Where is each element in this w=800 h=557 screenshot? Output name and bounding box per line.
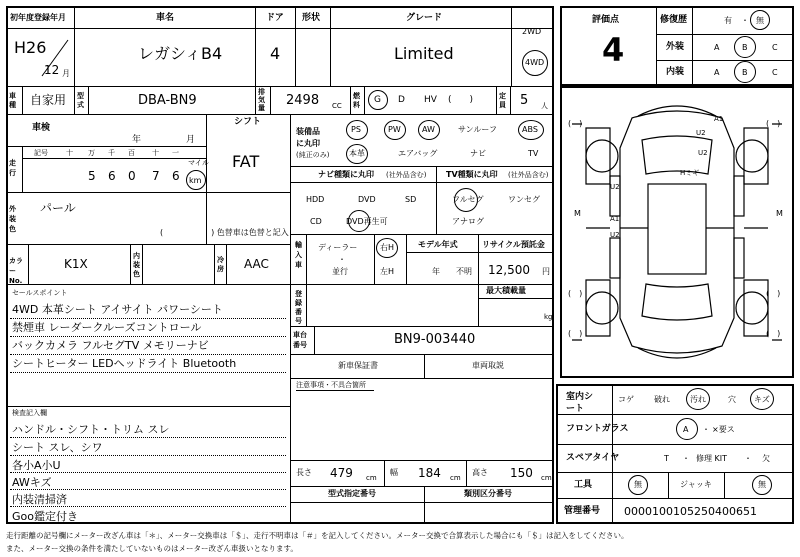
equip-airbag: エアバッグ xyxy=(398,149,438,158)
mileage-digit-5: 6 xyxy=(172,169,180,183)
model-year-unknown: 不明 xyxy=(456,267,472,276)
diag-u2-d: U2 xyxy=(610,231,620,239)
mileage-label: 走行 xyxy=(9,159,16,177)
displacement-value: 2498 xyxy=(286,93,320,108)
door-label: ドア xyxy=(266,13,284,23)
navi-cd: CD xyxy=(310,217,322,226)
capacity-label: 定員 xyxy=(499,92,506,109)
mileage-km: km xyxy=(189,176,202,185)
diag-paren-4: ( ) xyxy=(766,289,781,298)
displacement-label: 排気量 xyxy=(258,88,265,112)
drive-2wd: 2WD xyxy=(522,27,542,36)
model-year-label: モデル年式 xyxy=(418,240,458,249)
registration-label: 登録番号 xyxy=(295,290,302,325)
diag-u2-b: U2 xyxy=(698,149,708,157)
equipment-sub-label: (純正のみ) xyxy=(296,151,330,159)
mileage-digit-2: 6 xyxy=(108,169,116,183)
seat-kizu: キズ xyxy=(754,395,770,404)
fuel-g: G xyxy=(374,95,381,105)
new-car-warranty: 新車保証書 xyxy=(338,361,378,370)
fuel-hv: HV xyxy=(424,95,437,105)
max-load-label: 最大積載量 xyxy=(486,286,526,295)
inspection-label: 車検 xyxy=(32,123,51,133)
drive-4wd: 4WD xyxy=(525,58,545,67)
seat-koge: コゲ xyxy=(618,395,634,404)
sales-points-label: セールスポイント xyxy=(12,289,68,297)
equip-sunroof: サンルーフ xyxy=(458,125,497,134)
first-registration-month: 12 xyxy=(44,63,60,77)
model-type-label: 型式 xyxy=(77,92,84,109)
max-load-unit: kg xyxy=(544,313,553,321)
shape-label: 形状 xyxy=(302,13,321,23)
navi-dvd: DVD xyxy=(358,195,376,204)
car-diagram xyxy=(562,88,792,376)
length-label: 長さ xyxy=(296,468,312,477)
front-glass-label: フロントガラス xyxy=(566,424,629,434)
tv-analog: アナログ xyxy=(452,217,484,226)
width-label: 幅 xyxy=(390,468,398,477)
sales-point-line-1: 4WD 本革シート アイサイト パワーシート xyxy=(12,303,223,316)
width-value: 184 xyxy=(418,466,441,480)
first-registration-label: 初年度登録年月 xyxy=(10,13,66,22)
import-label: 輸入車 xyxy=(295,241,302,269)
equip-aw: AW xyxy=(422,125,435,134)
interior-seat-label: 室内シート xyxy=(566,392,594,414)
tv-oneseg: ワンセグ xyxy=(508,195,540,204)
interior-b: B xyxy=(742,68,748,77)
car-use-value: 自家用 xyxy=(30,93,67,107)
height-label: 高さ xyxy=(472,468,488,477)
ac-label: 冷房 xyxy=(217,256,224,273)
sales-point-line-4: シートヒーター LEDヘッドライト Bluetooth xyxy=(12,357,237,370)
interior-label: 内装 xyxy=(666,67,685,77)
interior-c: C xyxy=(772,68,778,77)
tools-label: 工具 xyxy=(574,480,593,490)
diag-m-2: M xyxy=(776,209,783,218)
exterior-b: B xyxy=(742,43,748,52)
grade-label: グレード xyxy=(406,13,443,23)
grade-value: Limited xyxy=(394,44,454,63)
seat-yabure: 破れ xyxy=(654,395,670,404)
diag-paren-6: ( ) xyxy=(766,329,781,338)
spare-tire-label: スペアタイヤ xyxy=(566,453,620,463)
height-unit: cm xyxy=(541,474,552,482)
tv-type-note: (社外品含む) xyxy=(508,171,549,179)
ac-value: AAC xyxy=(244,257,269,271)
equip-pw: PW xyxy=(388,125,401,134)
spare-dot-2: ・ xyxy=(744,454,752,463)
mileage-ten: 十 xyxy=(152,149,159,157)
vehicle-manual: 車両取説 xyxy=(472,361,504,370)
navi-sd: SD xyxy=(405,195,417,204)
import-left: 左H xyxy=(380,267,395,276)
car-name: レガシィB4 xyxy=(138,44,223,63)
inspector-line-6: Goo鑑定付き xyxy=(12,510,78,523)
repair-dot: ・ xyxy=(741,16,749,25)
mileage-digit-1: 5 xyxy=(88,169,96,183)
diag-a1-b: A1 xyxy=(610,215,620,223)
mileage-man: 万 xyxy=(88,149,95,157)
diag-paren-3: ( ) xyxy=(568,289,583,298)
glass-a: A xyxy=(683,425,689,434)
footer-note-2: また、メーター交換の条件を満たしていないものはメーター改ざん車扱いとなります。 xyxy=(6,544,298,553)
month-unit: 月 xyxy=(62,69,70,78)
jack-none: 無 xyxy=(758,480,766,489)
person-unit: 人 xyxy=(541,102,548,110)
exterior-a: A xyxy=(714,43,720,52)
mileage-mile: マイル xyxy=(188,159,209,167)
fuel-d: D xyxy=(398,95,405,105)
fuel-paren: ( ) xyxy=(448,95,474,105)
diag-hmigi: Hミギ xyxy=(680,169,700,177)
recycle-label: リサイクル預託金 xyxy=(482,240,545,249)
interior-a: A xyxy=(714,68,720,77)
exterior-label: 外装 xyxy=(666,42,685,52)
import-parallel: 並行 xyxy=(332,267,348,276)
chassis-value: BN9-003440 xyxy=(394,332,476,347)
navi-dvd-play: DVD再生可 xyxy=(346,217,388,226)
chassis-label: 車台番号 xyxy=(293,331,307,349)
recycle-value: 12,500 xyxy=(488,263,530,277)
inspection-month: 月 xyxy=(186,135,196,145)
glass-replace: ×要ス xyxy=(712,425,735,434)
mileage-digit-3: 0 xyxy=(128,169,136,183)
diag-m-1: M xyxy=(574,209,581,218)
inspector-line-4: AWキズ xyxy=(12,476,52,489)
exterior-color-value: パール xyxy=(40,201,76,215)
diag-paren-1: ( ) xyxy=(568,119,583,128)
spare-t: T xyxy=(664,454,669,463)
glass-dot: ・ xyxy=(702,425,710,434)
mileage-kigo: 記号 xyxy=(34,149,48,157)
mileage-hyaku: 百 xyxy=(128,149,135,157)
equip-ps: PS xyxy=(351,125,361,134)
seat-ana: 穴 xyxy=(728,395,736,404)
mileage-ichi: 一 xyxy=(172,149,179,157)
spare-missing: 欠 xyxy=(762,454,770,463)
diag-u2-c: U2 xyxy=(610,183,620,191)
inspector-line-2: シート スレ、シワ xyxy=(12,441,103,454)
width-unit: cm xyxy=(450,474,461,482)
cc-unit: CC xyxy=(332,102,342,110)
jack-label: ジャッキ xyxy=(680,480,712,489)
car-name-label: 車名 xyxy=(156,13,175,23)
navi-type-note: (社外品含む) xyxy=(386,171,427,179)
interior-color-label: 内装色 xyxy=(133,252,140,278)
sales-point-line-2: 禁煙車 レーダークルーズコントロール xyxy=(12,321,202,334)
inspection-year: 年 xyxy=(132,135,142,145)
inspector-line-5: 内装清掃済 xyxy=(12,493,67,506)
notes-label: 注意事項・不具合箇所 xyxy=(296,381,366,389)
equip-leather: 本革 xyxy=(349,149,365,158)
mileage-digit-4: 7 xyxy=(152,169,160,183)
first-registration-era: H26 xyxy=(14,38,47,57)
category-label: 類別区分番号 xyxy=(464,489,512,498)
equipment-label: 装備品に丸印 xyxy=(296,127,320,148)
fuel-label: 燃料 xyxy=(353,92,360,109)
tools-none: 無 xyxy=(634,480,642,489)
door-count: 4 xyxy=(270,44,281,63)
shift-label: シフト xyxy=(234,117,262,127)
inspector-line-1: ハンドル・シフト・トリム スレ xyxy=(12,423,170,436)
inspector-line-3: 各小A小U xyxy=(12,459,61,472)
import-right: 右H xyxy=(380,243,395,252)
equip-tv: TV xyxy=(528,149,539,158)
management-no-value: 0000100105250400651 xyxy=(624,505,757,518)
navi-hdd: HDD xyxy=(306,195,325,204)
repair-have: 有 xyxy=(724,16,732,25)
length-unit: cm xyxy=(366,474,377,482)
car-use-label: 車種 xyxy=(9,92,16,109)
diag-u2-a: U2 xyxy=(696,129,706,137)
color-no-value: K1X xyxy=(64,257,88,271)
exterior-color-label: 外装色 xyxy=(9,205,16,233)
tv-fullseg: フルセグ xyxy=(452,195,484,204)
sales-point-line-3: バックカメラ フルセグTV メモリーナビ xyxy=(12,339,209,352)
height-value: 150 xyxy=(510,466,533,480)
score-label: 評価点 xyxy=(592,15,620,25)
spare-repair-kit: 修理 KIT xyxy=(696,454,728,463)
import-dot: ・ xyxy=(338,255,346,264)
diag-a1-top: A1 xyxy=(714,115,724,123)
color-change-note: ( ) 色替車は色替と記入 xyxy=(160,228,289,237)
capacity-value: 5 xyxy=(520,93,529,108)
equip-abs: ABS xyxy=(522,125,538,134)
inspector-label: 検査記入欄 xyxy=(12,409,47,417)
management-no-label: 管理番号 xyxy=(564,506,601,516)
import-dealer: ディーラー xyxy=(318,243,358,252)
navi-type-label: ナビ種類に丸印 xyxy=(318,170,374,179)
recycle-unit: 円 xyxy=(542,267,550,276)
score-value: 4 xyxy=(602,31,625,69)
model-year-unit: 年 xyxy=(432,267,440,276)
diag-paren-2: ( ) xyxy=(766,119,781,128)
footer-note-1: 走行距離の記号欄にメーター改ざん車は「＊」、メーター交換車は「＄」、走行不明車は「＃」を記入してください。メーター交換で合算表示した場合にも「＄」は記入をしてください。 xyxy=(6,531,629,540)
model-type-value: DBA-BN9 xyxy=(138,93,197,108)
mileage-sen: 千 xyxy=(108,149,115,157)
seat-yogore: 汚れ xyxy=(690,395,706,404)
mileage-jyu: 十 xyxy=(66,149,73,157)
diag-paren-5: ( ) xyxy=(568,329,583,338)
equip-navi: ナビ xyxy=(470,149,486,158)
length-value: 479 xyxy=(330,466,353,480)
color-no-label: カラー No. xyxy=(9,257,23,285)
shift-value: FAT xyxy=(232,152,260,171)
designation-label: 型式指定番号 xyxy=(328,489,376,498)
tv-type-label: TV種類に丸印 xyxy=(446,170,498,179)
repair-none: 無 xyxy=(756,16,764,25)
repair-history-label: 修復歴 xyxy=(660,15,688,25)
spare-dot: ・ xyxy=(682,454,690,463)
exterior-c: C xyxy=(772,43,778,52)
